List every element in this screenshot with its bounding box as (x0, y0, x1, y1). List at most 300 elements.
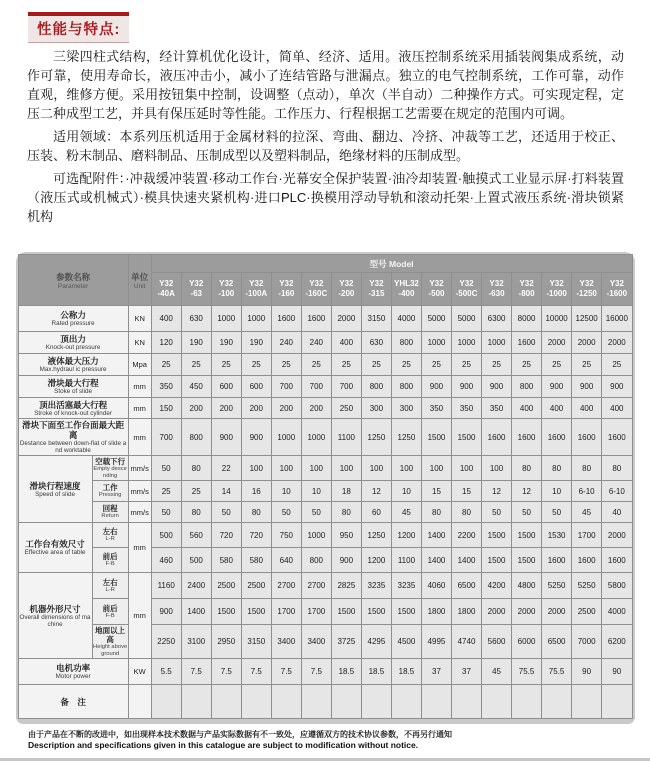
value-cell: 50 (211, 502, 241, 523)
value-cell: 4000 (602, 599, 632, 625)
value-cell: 14 (211, 481, 241, 502)
model-header (331, 273, 361, 306)
value-cell: 12 (361, 481, 391, 502)
value-cell: 750 (271, 523, 301, 548)
value-cell: 700 (301, 376, 331, 398)
value-cell: 1000 (482, 332, 512, 354)
label-text-zh: 备 注 (60, 696, 86, 707)
value-cell: 600 (241, 376, 271, 398)
value-cell: 50 (151, 456, 181, 481)
unit-cell: mm/s (128, 456, 151, 481)
value-cell: 1500 (421, 419, 451, 456)
value-cell: 7.5 (301, 659, 331, 685)
label-text-en: L-R (105, 536, 115, 543)
application-paragraph: 适用领域：本系列压机适用于金属材料的拉深、弯曲、翻边、冷挤、冲裁等工艺，还适用于校正、压装、粉末制品、磨料制品、压制成型以及塑料制品，绝缘材料的压制成型。 (27, 129, 624, 163)
label-text-zh: 液体最大压力 (47, 356, 99, 366)
sub-param-label (92, 625, 128, 659)
value-cell: 10000 (542, 306, 572, 332)
value-cell: 45 (391, 502, 421, 523)
value-cell (512, 685, 542, 719)
value-cell: 6-10 (602, 481, 632, 502)
sub-param-label (92, 548, 128, 573)
value-cell (151, 685, 181, 719)
value-cell: 7.5 (241, 659, 271, 685)
value-cell: 800 (361, 376, 391, 398)
value-cell: 240 (301, 332, 331, 354)
model-name-line1: Y32 (279, 279, 294, 288)
value-cell: 1600 (482, 419, 512, 456)
label-text-en: L-R (105, 586, 115, 593)
value-cell: 1530 (542, 523, 572, 548)
value-cell: 2200 (451, 523, 481, 548)
value-cell (271, 685, 301, 719)
label-text-zh: 地面以上高 (95, 626, 126, 644)
value-cell: 2000 (542, 599, 572, 625)
value-cell: 100 (361, 456, 391, 481)
value-cell: 1600 (512, 419, 542, 456)
unit-cell: mm (128, 419, 151, 456)
value-cell: 2000 (542, 332, 572, 354)
value-cell: 1500 (241, 599, 271, 625)
value-cell: 350 (151, 376, 181, 398)
value-cell: 1250 (391, 419, 421, 456)
label-text-zh: 滑块最大行程 (47, 378, 99, 388)
model-header (512, 273, 542, 306)
model-header (391, 273, 421, 306)
value-cell: 50 (512, 502, 542, 523)
value-cell: 400 (602, 398, 632, 419)
value-cell: 500 (181, 548, 211, 573)
footer-note-en: Description and specifications given in this catalogue are subject to modification without notice. (28, 740, 419, 750)
value-cell: 800 (391, 332, 421, 354)
value-cell: 400 (572, 398, 602, 419)
label-text-en: Rated pressure (51, 320, 95, 327)
value-cell: 80 (451, 502, 481, 523)
value-cell (181, 685, 211, 719)
value-cell: 80 (542, 456, 572, 481)
value-cell: 1000 (211, 306, 241, 332)
value-cell: 900 (241, 419, 271, 456)
value-cell: 3725 (331, 625, 361, 659)
value-cell: 630 (361, 332, 391, 354)
value-cell: 25 (331, 354, 361, 376)
value-cell: 900 (331, 548, 361, 573)
value-cell: 580 (241, 548, 271, 573)
value-cell: 2000 (331, 306, 361, 332)
model-name-line2: -63 (190, 289, 202, 298)
label-text-en: Max.hydraul ic pressure (39, 366, 107, 373)
label-text-zh: 滑块行程速度 (29, 480, 81, 491)
value-cell: 25 (421, 354, 451, 376)
value-cell: 5600 (482, 625, 512, 659)
value-cell: 1500 (482, 548, 512, 573)
value-cell: 50 (301, 502, 331, 523)
model-name-line2: -315 (368, 289, 385, 298)
value-cell: 2000 (512, 599, 542, 625)
unit-cell: mm/s (128, 481, 151, 502)
parameter-header (18, 255, 128, 306)
value-cell: 25 (602, 354, 632, 376)
value-cell: 1700 (572, 523, 602, 548)
model-header (482, 273, 512, 306)
value-cell: 80 (331, 502, 361, 523)
model-name-line1: Y32 (219, 279, 234, 288)
param-label (18, 398, 128, 419)
label-text-zh: 顶出活塞最大行程 (39, 399, 108, 410)
value-cell: 150 (151, 398, 181, 419)
label-text-zh: 参数名称 (56, 271, 91, 282)
value-cell: 1000 (271, 419, 301, 456)
value-cell: 1600 (512, 332, 542, 354)
value-cell: 900 (421, 376, 451, 398)
value-cell: 2950 (211, 625, 241, 659)
label-text-en: Overall dimensions of machine (19, 613, 91, 628)
label-text-en: F-B (105, 561, 115, 568)
value-cell: 7.5 (181, 659, 211, 685)
model-name-line1: Y32 (309, 279, 324, 288)
value-cell: 200 (181, 398, 211, 419)
label-text-en: Speed of slide (35, 490, 75, 498)
value-cell: 4060 (421, 573, 451, 599)
sub-param-label (92, 502, 128, 523)
value-cell: 500 (151, 523, 181, 548)
value-cell: 1800 (421, 599, 451, 625)
value-cell: 4000 (391, 306, 421, 332)
param-label (18, 659, 128, 685)
value-cell: 1500 (331, 599, 361, 625)
value-cell: 250 (331, 398, 361, 419)
model-name-line2: -400 (398, 289, 415, 298)
features-paragraph: 三梁四柱式结构，经计算机优化设计，简单、经济、适用。液压控制系统采用插装阀集成系统，动作可靠，使用寿命长，液压冲击小，减小了连结管路与泄漏点。独立的电气控制系统，工作可靠，动作直观，维修方便。采用按钮集中控制，设调整（点动），单次（半自动）二种操作方式。可实现定程，定压二种成型工艺，并具有保压延时等性能。工作压力、行程根据工艺需要在规定的范围内可调。 (27, 49, 624, 121)
value-cell: 16 (241, 481, 271, 502)
footer-note-zh: 由于产品在不断的改进中，如出现样本技术数据与产品实际数据有不一致处，应遵循双方的技术协议参数，不再另行通知 (28, 730, 452, 739)
value-cell: 5250 (572, 573, 602, 599)
value-cell: 2000 (602, 332, 632, 354)
value-cell: 800 (391, 376, 421, 398)
value-cell: 80 (602, 456, 632, 481)
unit-cell: mm/s (128, 502, 151, 523)
label-text-en: Effective area of table (24, 549, 86, 556)
value-cell: 3235 (391, 573, 421, 599)
unit-cell: KW (128, 659, 151, 685)
spec-table (18, 254, 633, 719)
value-cell: 80 (181, 456, 211, 481)
value-cell: 3150 (241, 625, 271, 659)
value-cell: 1700 (301, 599, 331, 625)
value-cell: 100 (331, 456, 361, 481)
value-cell: 18 (331, 481, 361, 502)
model-header (211, 273, 241, 306)
value-cell: 900 (151, 599, 181, 625)
value-cell: 25 (572, 354, 602, 376)
label-text-zh: 左右 (102, 527, 118, 537)
value-cell: 25 (211, 354, 241, 376)
model-header (271, 273, 301, 306)
value-cell: 4295 (361, 625, 391, 659)
value-cell: 50 (482, 502, 512, 523)
value-cell: 1600 (301, 306, 331, 332)
value-cell: 25 (151, 354, 181, 376)
model-name-line2: -500C (455, 289, 478, 298)
value-cell (331, 685, 361, 719)
label-text-zh: 前后 (102, 603, 118, 613)
label-text-en: Pressing (98, 492, 122, 499)
value-cell: 2825 (331, 573, 361, 599)
value-cell: 800 (181, 419, 211, 456)
value-cell: 7000 (572, 625, 602, 659)
model-header (301, 273, 331, 306)
param-label (18, 332, 128, 354)
value-cell: 640 (271, 548, 301, 573)
label-text-en: Stoke of slide (54, 388, 92, 395)
value-cell: 40 (602, 502, 632, 523)
value-cell: 100 (451, 456, 481, 481)
model-header (451, 273, 481, 306)
value-cell: 1800 (451, 599, 481, 625)
value-cell: 5.5 (151, 659, 181, 685)
value-cell (211, 685, 241, 719)
value-cell: 18.5 (331, 659, 361, 685)
value-cell: 1600 (542, 548, 572, 573)
value-cell: 25 (151, 481, 181, 502)
value-cell: 1500 (391, 599, 421, 625)
value-cell: 1400 (421, 523, 451, 548)
value-cell: 3235 (361, 573, 391, 599)
value-cell: 4500 (391, 625, 421, 659)
label-text-zh: 前后 (102, 552, 118, 562)
value-cell: 1000 (301, 523, 331, 548)
value-cell: 1500 (211, 599, 241, 625)
value-cell (572, 685, 602, 719)
value-cell: 700 (151, 419, 181, 456)
value-cell: 6500 (542, 625, 572, 659)
value-cell: 10 (542, 481, 572, 502)
value-cell: 450 (181, 376, 211, 398)
value-cell (482, 685, 512, 719)
model-name-line2: -40A (157, 289, 175, 298)
value-cell: 10 (391, 481, 421, 502)
value-cell: 2700 (271, 573, 301, 599)
value-cell: 4200 (482, 573, 512, 599)
value-cell: 200 (241, 398, 271, 419)
value-cell: 1000 (451, 332, 481, 354)
value-cell: 45 (572, 502, 602, 523)
value-cell: 2500 (211, 573, 241, 599)
value-cell: 900 (451, 376, 481, 398)
value-cell: 75.5 (542, 659, 572, 685)
model-name-line1: Y32 (489, 279, 504, 288)
model-header (181, 273, 211, 306)
value-cell: 1600 (572, 548, 602, 573)
value-cell: 900 (482, 376, 512, 398)
label-text-en: Return (101, 513, 119, 520)
value-cell: 7.5 (211, 659, 241, 685)
value-cell: 1250 (361, 419, 391, 456)
value-cell: 1600 (602, 419, 632, 456)
model-name-line2: -100 (218, 289, 235, 298)
unit-cell: mm (128, 523, 151, 573)
value-cell: 950 (331, 523, 361, 548)
value-cell: 80 (421, 502, 451, 523)
value-cell: 90 (572, 659, 602, 685)
value-cell: 25 (512, 354, 542, 376)
label-text-zh: 机器外形尺寸 (29, 603, 81, 614)
value-cell: 1250 (361, 523, 391, 548)
value-cell: 1600 (572, 419, 602, 456)
value-cell: 18.5 (391, 659, 421, 685)
value-cell: 900 (602, 376, 632, 398)
param-label (18, 419, 128, 456)
unit-cell: KN (128, 332, 151, 354)
value-cell: 1100 (391, 548, 421, 573)
value-cell: 8000 (512, 306, 542, 332)
unit-header (128, 255, 151, 306)
label-text-zh: 工作 (102, 483, 118, 493)
model-name-line2: -160 (278, 289, 295, 298)
label-text-zh: 回程 (102, 504, 118, 514)
value-cell: 25 (241, 354, 271, 376)
model-group-header: 型号 Model (151, 255, 632, 273)
value-cell: 25 (271, 354, 301, 376)
value-cell: 5000 (451, 306, 481, 332)
value-cell: 25 (391, 354, 421, 376)
value-cell: 15 (421, 481, 451, 502)
value-cell: 6500 (451, 573, 481, 599)
sub-param-label (92, 573, 128, 599)
model-name-line2: -1600 (606, 289, 628, 298)
value-cell: 12500 (572, 306, 602, 332)
value-cell: 7.5 (271, 659, 301, 685)
label-text-en: Knock-out pressure (45, 344, 101, 351)
model-name-line1: YHL32 (393, 279, 419, 288)
value-cell: 10 (301, 481, 331, 502)
label-text-zh: 工作台有效尺寸 (25, 539, 85, 549)
model-name-line2: -200 (338, 289, 355, 298)
model-header (572, 273, 602, 306)
value-cell: 6300 (482, 306, 512, 332)
value-cell: 1100 (331, 419, 361, 456)
value-cell: 80 (241, 502, 271, 523)
value-cell (391, 685, 421, 719)
value-cell: 1200 (361, 548, 391, 573)
value-cell: 50 (542, 502, 572, 523)
model-name-line1: Y32 (609, 279, 624, 288)
value-cell: 190 (211, 332, 241, 354)
param-label (18, 523, 92, 573)
sub-param-label (92, 523, 128, 548)
label-text-en: Motor power (55, 673, 91, 680)
label-text-en: Parameter (57, 282, 89, 290)
label-text-en: Height above ground (93, 644, 128, 657)
model-header (151, 273, 181, 306)
value-cell: 1500 (482, 523, 512, 548)
value-cell: 200 (211, 398, 241, 419)
value-cell: 2500 (572, 599, 602, 625)
value-cell: 10 (271, 481, 301, 502)
value-cell: 37 (451, 659, 481, 685)
value-cell: 60 (361, 502, 391, 523)
accessories-paragraph: 可选配附件：·冲裁缓冲装置·移动工作台·光幕安全保护装置·油冷却装置·触摸式工业显示屏·打料装置（液压式或机械式）·模具快速夹紧机构·进口PLC·换模用浮动导轨和滚动托架·上置式液压系统·滑块锁紧机构 (27, 171, 624, 224)
value-cell: 400 (331, 332, 361, 354)
value-cell: 5000 (421, 306, 451, 332)
value-cell: 37 (421, 659, 451, 685)
value-cell: 720 (241, 523, 271, 548)
value-cell: 630 (181, 306, 211, 332)
value-cell: 75.5 (512, 659, 542, 685)
model-name-line1: Y32 (579, 279, 594, 288)
value-cell: 120 (151, 332, 181, 354)
value-cell: 580 (211, 548, 241, 573)
model-name-line2: -1250 (576, 289, 597, 298)
model-header (542, 273, 572, 306)
value-cell (301, 685, 331, 719)
label-text-zh: 顶出力 (60, 334, 86, 344)
model-name-line2: -500 (428, 289, 445, 298)
value-cell: 2500 (241, 573, 271, 599)
value-cell: 1400 (181, 599, 211, 625)
unit-cell: KN (128, 306, 151, 332)
value-cell: 900 (211, 419, 241, 456)
value-cell: 1700 (271, 599, 301, 625)
value-cell: 18.5 (361, 659, 391, 685)
value-cell: 25 (542, 354, 572, 376)
value-cell: 2400 (181, 573, 211, 599)
page-footer (28, 729, 650, 751)
label-text-en: Empty descending (93, 466, 127, 479)
value-cell: 200 (301, 398, 331, 419)
value-cell: 6200 (602, 625, 632, 659)
unit-cell: mm (128, 376, 151, 398)
value-cell: 25 (181, 481, 211, 502)
model-name-line2: -100A (245, 289, 268, 298)
value-cell: 1600 (271, 306, 301, 332)
value-cell: 350 (421, 398, 451, 419)
value-cell: 600 (211, 376, 241, 398)
value-cell: 100 (482, 456, 512, 481)
value-cell (241, 685, 271, 719)
value-cell: 6000 (512, 625, 542, 659)
param-label (18, 685, 128, 719)
model-name-line1: Y32 (519, 279, 534, 288)
value-cell: 2000 (482, 599, 512, 625)
value-cell: 3100 (181, 625, 211, 659)
label-text-en: Stroke of knock-out cylinder (34, 409, 112, 417)
value-cell: 300 (361, 398, 391, 419)
value-cell: 900 (572, 376, 602, 398)
value-cell: 1400 (451, 548, 481, 573)
value-cell: 100 (301, 456, 331, 481)
value-cell: 460 (151, 548, 181, 573)
value-cell: 25 (482, 354, 512, 376)
value-cell: 400 (512, 398, 542, 419)
value-cell: 4995 (421, 625, 451, 659)
value-cell: 2000 (572, 332, 602, 354)
value-cell: 350 (482, 398, 512, 419)
param-label (18, 306, 128, 332)
label-text-zh: 左右 (102, 577, 118, 587)
value-cell: 16000 (602, 306, 632, 332)
label-text-zh: 滑块下面至工作台面最大距离 (22, 420, 125, 440)
value-cell: 25 (181, 354, 211, 376)
value-cell: 25 (451, 354, 481, 376)
model-header (602, 273, 632, 306)
value-cell: 720 (211, 523, 241, 548)
spec-table-panel (16, 252, 635, 724)
value-cell: 100 (421, 456, 451, 481)
value-cell: 1600 (602, 548, 632, 573)
value-cell: 80 (181, 502, 211, 523)
value-cell: 190 (181, 332, 211, 354)
